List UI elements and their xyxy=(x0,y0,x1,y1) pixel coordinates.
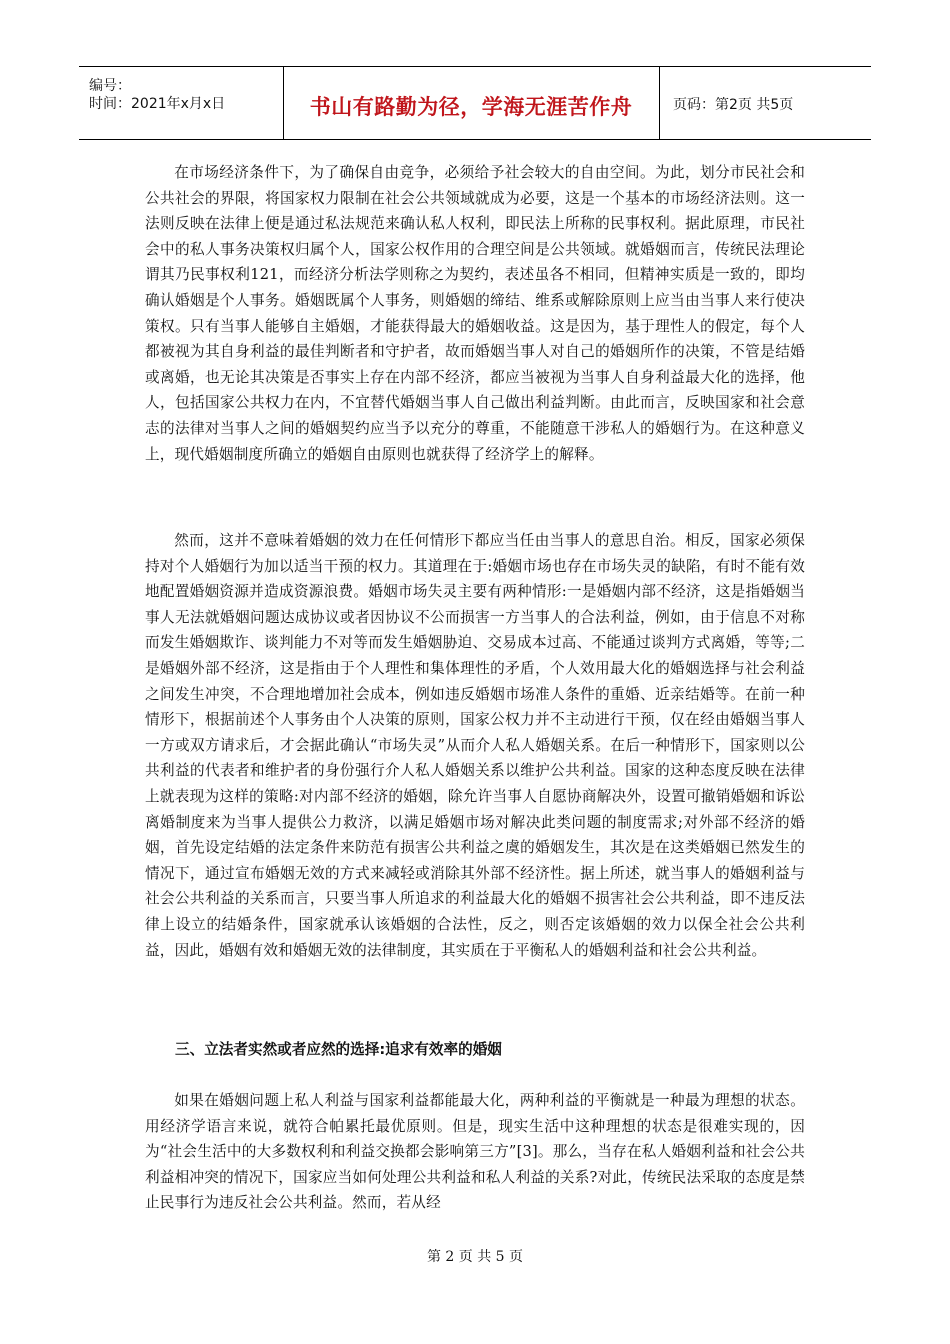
page-footer: 第 2 页 共 5 页 xyxy=(426,1249,524,1265)
page-info: 页码：第2页 共5页 xyxy=(673,97,794,113)
paragraph-2: 然而，这并不意味着婚姻的效力在任何情形下都应当任由当事人的意思自治。相反，国家必须保持对个人婚姻行为加以适当干预的权力。其道理在于:婚姻市场也存在市场失灵的缺陷，有时不能有效地配置婚姻资源并造成资源浪费。婚姻市场失灵主要有两种情形:一是婚姻内部不经济，这是指婚姻当事人无法就婚姻问题达成协议或者因协议不公而损害一方当事人的合法利益，例如，由于信息不对称而发生婚姻欺诈、谈判能力不对等而发生婚姻胁迫、交易成本过高、不能通过谈判方式离婚，等等;二是婚姻外部不经济，这是指由于个人理性和集体理性的矛盾，个人效用最大化的婚姻选择与社会利益之间发生冲突，不合理地增加社会成本，例如违反婚姻市场准人条件的重婚、近亲结婚等。在前一种情形下，根据前述个人事务由个人决策的原则，国家公权力并不主动进行干预，仅在经由婚姻当事人一方或双方请求后，才会据此确认“市场失灵”从而介人私人婚姻关系。在后一种情形下，国家则以公共利益的代表者和维护者的身份强行介人私人婚姻关系以维护公共利益。国家的这种态度反映在法律上就表现为这样的策略:对内部不经济的婚姻，除允许当事人自愿协商解决外，设置可撤销婚姻和诉讼离婚制度来为当事人提供公力救济，以满足婚姻市场对解决此类问题的制度需求;对外部不经济的婚姻，首先设定结婚的法定条件来防范有损害公共利益之虞的婚姻发生，其次是在这类婚姻已然发生的情况下，通过宣布婚姻无效的方式来减轻或消除其外部不经济性。据上所述，就当事人的婚姻利益与社会公共利益的关系而言，只要当事人所追求的利益最大化的婚姻不损害社会公共利益，即不违反法律上设立的结婚条件，国家就承认该婚姻的合法性，反之，则否定该婚姻的效力以保全社会公共利益，因此，婚姻有效和婚姻无效的法律制度，其实质在于平衡私人的婚姻利益和社会公共利益。 xyxy=(145,532,805,959)
document-header xyxy=(79,66,871,140)
paragraph-1: 在市场经济条件下，为了确保自由竞争，必须给予社会较大的自由空间。为此，划分市民社会和公共社会的界限，将国家权力限制在社会公共领域就成为必要，这是一个基本的市场经济法则。这一法则反映在法律上便是通过私法规范来确认私人权利，即民法上所称的民事权利。据此原理，市民社会中的私人事务决策权归属个人，国家公权作用的合理空间是公共领域。就婚姻而言，传统民法理论谓其乃民事权利121，而经济分析法学则称之为契约，表述虽各不相同，但精神实质是一致的，即均确认婚姻是个人事务。婚姻既属个人事务，则婚姻的缔结、维系或解除原则上应当由当事人来行使决策权。只有当事人能够自主婚姻，才能获得最大的婚姻收益。这是因为，基于理性人的假定，每个人都被视为其自身利益的最佳判断者和守护者，故而婚姻当事人对自己的婚姻所作的决策，不管是结婚或离婚，也无论其决策是否事实上存在内部不经济，都应当被视为当事人自身利益最大化的选择，他人，包括国家公共权力在内，不宜替代婚姻当事人自己做出利益判断。由此而言，反映国家和社会意志的法律对当事人之间的婚姻契约应当予以充分的尊重，不能随意干涉私人的婚姻行为。在这种意义上，现代婚姻制度所确立的婚姻自由原则也就获得了经济学上的解释。 xyxy=(145,164,805,463)
header-page-cell xyxy=(659,67,871,139)
section-heading: 三、立法者实然或者应然的选择:追求有效率的婚姻 xyxy=(175,1041,502,1058)
serial-number-label: 编号： xyxy=(89,78,131,94)
date-label: 时间：2021年x月x日 xyxy=(89,96,226,112)
paragraph-3: 如果在婚姻问题上私人利益与国家利益都能最大化，两种利益的平衡就是一种最为理想的状态。用经济学语言来说，就符合帕累托最优原则。但是，现实生活中这种理想的状态是很难实现的，因为“社会生活中的大多数权利和利益交换都会影响第三方”[3]。那么，当存在私人婚姻利益和社会公共利益相冲突的情况下，国家应当如何处理公共利益和私人利益的关系?对此，传统民法采取的态度是禁止民事行为违反社会公共利益。然而，若从经 xyxy=(145,1092,805,1212)
header-meta-cell xyxy=(79,67,284,139)
header-motto-cell xyxy=(283,67,660,139)
motto: 书山有路勤为径，学海无涯苦作舟 xyxy=(309,95,633,119)
